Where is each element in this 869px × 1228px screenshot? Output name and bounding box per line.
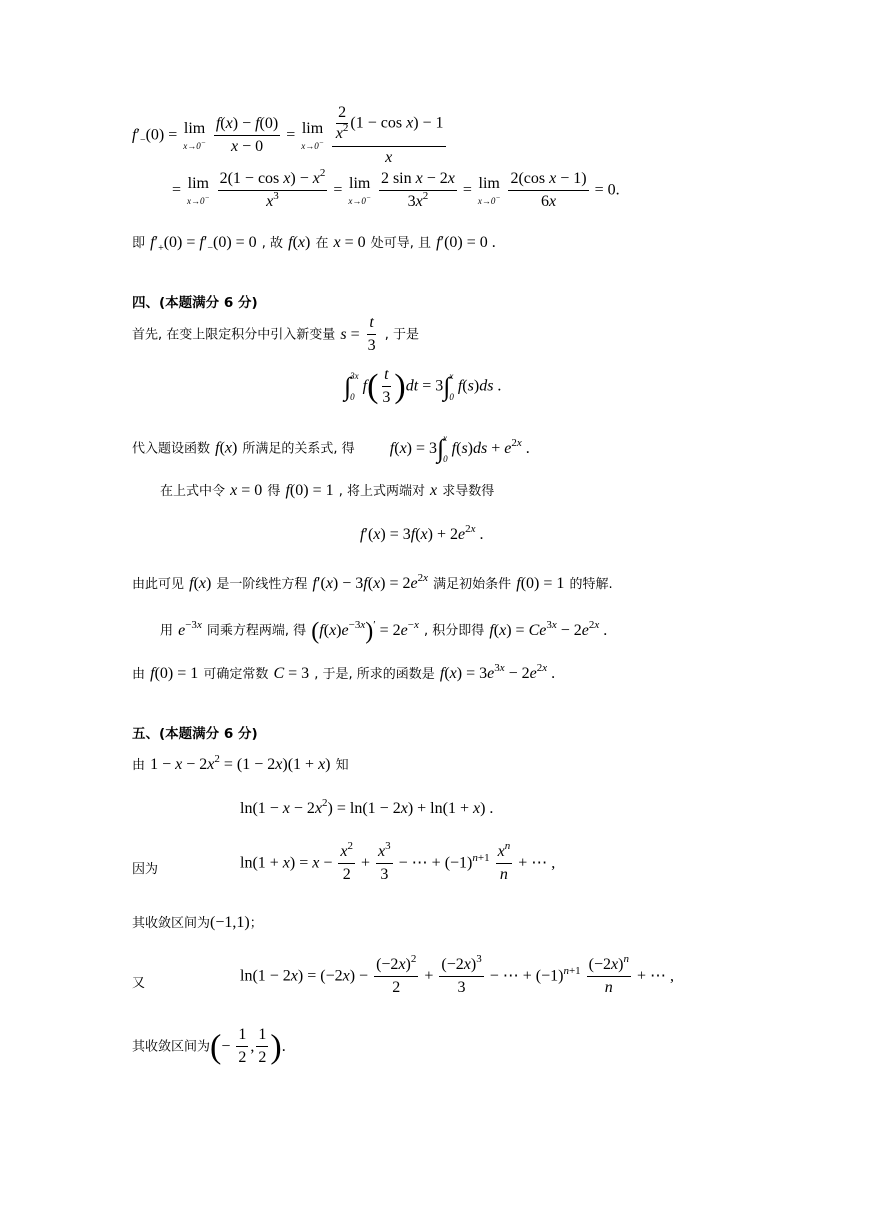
linear-ode-line: 由此可见 f(x) 是一阶线性方程 $f'(x) - 3f(x) = 2e^{2x}$ 满足初始条件 f(0) = 1 的特解.	[132, 572, 613, 592]
section-5-heading: 五、(本题满分 6 分)	[132, 726, 258, 742]
ln-series-1: ln(1 + x) = x − $\frac{x^2}{2}$ + $\frac{x^3}{3}$ − ⋯ + $(-1)^{n+1}$ $\frac{x^n}{n}$ + ⋯ ,	[240, 840, 556, 884]
ln-series-2: ln(1 − 2x) = (−2x) − $\frac{(-2x)^2}{2}$ + $\frac{(-2x)^3}{3}$ − ⋯ + $(-1)^{n+1}$ $\frac{(-2x)^n}{n}$ + ⋯ ,	[240, 953, 674, 997]
factorization-line: 由 $1 - x - 2x^2 = (1 - 2x)(1 + x)$ 知	[132, 753, 349, 773]
also-label: 又	[132, 976, 146, 991]
section-4-heading: 四、(本题满分 6 分)	[132, 295, 258, 311]
constant-line: 由 f(0) = 1 可确定常数 C = 3 , 于是, 所求的函数是 $f(x) = 3e^{3x} - 2e^{2x}$ .	[132, 662, 556, 682]
log-split-equation: $\ln(1 - x - 2x^2) = \ln(1 - 2x) + \ln(1 + x)$ .	[240, 797, 494, 817]
set-x-zero-line: 在上式中令 x = 0 得 f(0) = 1 , 将上式两端对 x 求导数得	[160, 482, 495, 499]
substitution-integral: ∫ 3x 0 f( $\frac{t}{3}$ )dt = 3 ∫ x 0 f(s)ds .	[344, 366, 502, 407]
integrating-factor-line: 用 $e^{-3x}$ 同乘方程两端, 得 $(f(x)e^{-3x})' = 2e^{-x}$ , 积分即得 $f(x) = Ce^{3x} - 2e^{2x}$ .	[160, 618, 608, 644]
interval-1-line: 其收敛区间为(−1,1)；	[132, 914, 263, 931]
left-derivative-line: $f'_-(0)$ = lim x→0− $\frac{f(x) - f(0)}{x - 0}$ = lim x→0− $\frac{2}{x^2}$ (1 − cos x) − 1 x	[132, 104, 444, 166]
derivative-equation: $f'(x) = 3f(x) + 2e^{2x}$ .	[360, 523, 484, 543]
section-4-intro: 首先, 在变上限定积分中引入新变量 s = $\frac{t}{3}$ , 于是	[132, 314, 419, 355]
differentiable-conclusion: 即 $f'_+(0) = f'_-(0) = 0$ , 故 f(x) 在 x = 0 处可导, 且 f′(0) = 0 .	[132, 234, 496, 254]
limit-chain-line: = lim x→0− $\frac{2(1 - \cos x) - x^2}{x^3}$ = lim x→0− $\frac{\text{2 sin x − 2x}}{3x^2}$ = lim x→0− $\frac{\text{2(cos x − 1)}}{6x}$ = 0.	[172, 167, 620, 211]
interval-2-line: 其收敛区间为(− $\frac{1}{2}$ , $\frac{1}{2}$ ).	[132, 1026, 286, 1067]
because-label: 因为	[132, 862, 159, 877]
integral-equation-line: 代入题设函数 f(x) 所满足的关系式, 得 f(x) = 3 ∫ x 0 $f(s)ds + e^{2x}$ .	[132, 433, 530, 464]
